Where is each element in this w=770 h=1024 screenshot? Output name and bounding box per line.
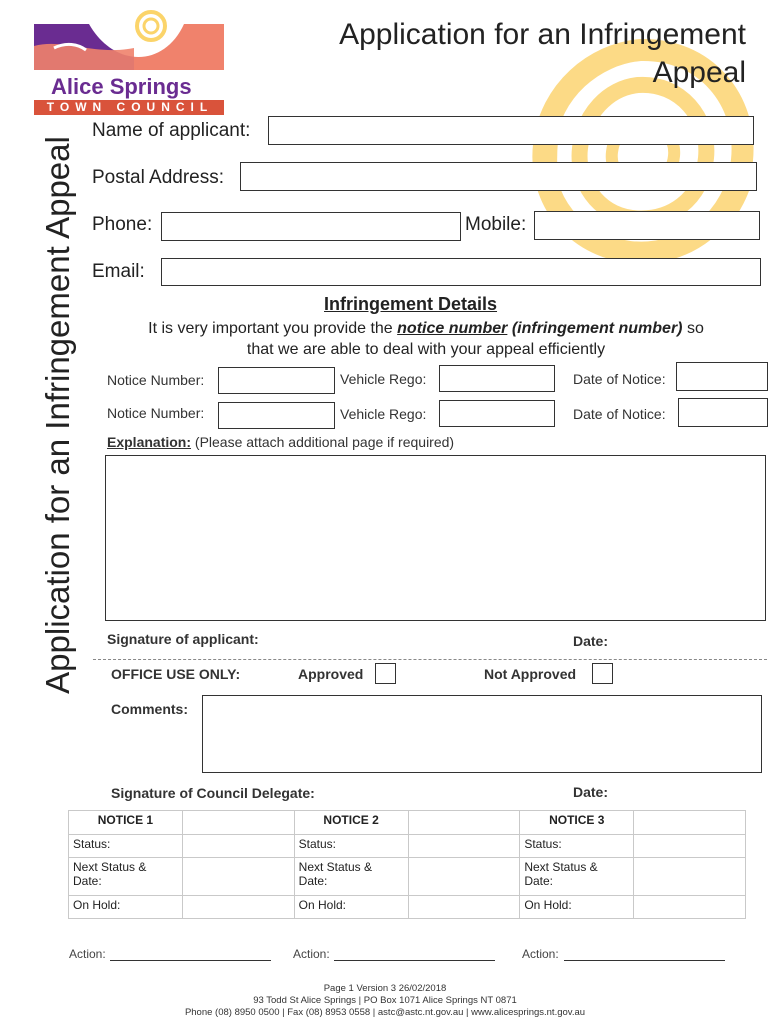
infringement-intro xyxy=(96,318,756,360)
signature-label: Signature of applicant: xyxy=(107,631,259,647)
notice-2-title-cell[interactable] xyxy=(408,811,520,835)
notice-2-status-value[interactable] xyxy=(408,835,520,858)
notice-2-on-hold-label: On Hold: xyxy=(294,896,408,919)
notice-2-status-label: Status: xyxy=(294,835,408,858)
explanation-label: Explanation: xyxy=(107,434,192,450)
intro-notice-number: notice number xyxy=(397,320,508,337)
notice-1-title-cell[interactable] xyxy=(182,811,294,835)
postal-address-label: Postal Address: xyxy=(92,167,225,188)
applicant-name-label: Name of applicant: xyxy=(92,120,251,141)
approved-label: Approved xyxy=(298,666,364,682)
comments-field[interactable] xyxy=(202,695,762,773)
phone-field[interactable] xyxy=(161,212,461,241)
explanation-field[interactable] xyxy=(105,455,766,621)
notice-3-title-cell[interactable] xyxy=(634,811,746,835)
vehicle-rego-field-2[interactable] xyxy=(439,400,555,427)
mobile-label: Mobile: xyxy=(465,214,527,235)
email-field[interactable] xyxy=(161,258,761,286)
notice-3-status-value[interactable] xyxy=(634,835,746,858)
notice-1-next-status-line2: Date: xyxy=(73,874,102,888)
notice-1-action-line[interactable] xyxy=(110,960,271,961)
notice-2-on-hold-value[interactable] xyxy=(408,896,520,919)
vehicle-rego-label-2: Vehicle Rego: xyxy=(340,406,427,422)
table-row xyxy=(69,896,746,919)
explanation-note: (Please attach additional page if required) xyxy=(194,434,455,450)
intro-infringement-number: (infringement number) xyxy=(511,320,683,337)
footer-page-version: Page 1 Version 3 26/02/2018 xyxy=(323,983,447,994)
notice-3-next-status-label xyxy=(520,858,634,896)
office-divider xyxy=(93,659,767,660)
date-of-notice-field-1[interactable] xyxy=(676,362,768,391)
table-row xyxy=(69,858,746,896)
notice-1-status-label: Status: xyxy=(69,835,183,858)
delegate-date-label: Date: xyxy=(573,784,609,800)
notice-3-action-line[interactable] xyxy=(564,960,725,961)
notice-2-next-status-value[interactable] xyxy=(408,858,520,896)
approved-checkbox[interactable] xyxy=(375,663,396,684)
notice-number-field-1[interactable] xyxy=(218,367,335,394)
logo-name: Alice Springs xyxy=(51,74,192,99)
notice-2-action-line[interactable] xyxy=(334,960,495,961)
notice-1-action-label: Action: xyxy=(69,947,106,961)
notice-3-status-label: Status: xyxy=(520,835,634,858)
date-of-notice-field-2[interactable] xyxy=(678,398,768,427)
title-line-1: Application for an Infringement xyxy=(339,18,746,51)
date-of-notice-label-2: Date of Notice: xyxy=(573,406,666,422)
side-title: Application for an Infringement Appeal xyxy=(39,136,76,694)
notice-2-title: NOTICE 2 xyxy=(294,811,408,835)
mobile-field[interactable] xyxy=(534,211,760,240)
notice-3-on-hold-label: On Hold: xyxy=(520,896,634,919)
signature-date-label: Date: xyxy=(573,633,609,649)
comments-label: Comments: xyxy=(111,701,189,717)
notice-3-title: NOTICE 3 xyxy=(520,811,634,835)
notice-number-label-1: Notice Number: xyxy=(107,372,205,388)
footer-contact: Phone (08) 8950 0500 | Fax (08) 8953 0558 | astc@astc.nt.gov.au | www.alicesprings.nt.gov.au xyxy=(184,1007,586,1018)
vehicle-rego-field-1[interactable] xyxy=(439,365,555,392)
not-approved-label: Not Approved xyxy=(484,666,577,682)
date-of-notice-label-1: Date of Notice: xyxy=(573,371,666,387)
intro-text-start: It is very important you provide the xyxy=(148,320,398,337)
notice-1-next-status-value[interactable] xyxy=(182,858,294,896)
notice-2-next-status-line1: Next Status & xyxy=(298,860,373,874)
notice-tracking-table xyxy=(68,810,746,919)
notice-2-next-status-label xyxy=(294,858,408,896)
notice-3-action-label: Action: xyxy=(522,947,559,961)
footer xyxy=(0,983,770,1019)
page-title xyxy=(250,16,746,92)
delegate-signature-label: Signature of Council Delegate: xyxy=(111,785,315,801)
not-approved-checkbox[interactable] xyxy=(592,663,613,684)
explanation-heading xyxy=(107,434,454,450)
infringement-heading: Infringement Details xyxy=(324,294,498,314)
notice-3-next-status-value[interactable] xyxy=(634,858,746,896)
notice-3-on-hold-value[interactable] xyxy=(634,896,746,919)
postal-address-field[interactable] xyxy=(240,162,757,191)
notice-3-next-status-line2: Date: xyxy=(524,874,553,888)
email-label: Email: xyxy=(92,261,145,282)
notice-number-field-2[interactable] xyxy=(218,402,335,429)
vehicle-rego-label-1: Vehicle Rego: xyxy=(340,371,427,387)
intro-line-2: that we are able to deal with your appeal efficiently xyxy=(246,341,606,358)
notice-1-next-status-label xyxy=(69,858,183,896)
intro-text-end: so xyxy=(682,320,704,337)
table-row xyxy=(69,835,746,858)
notice-number-label-2: Notice Number: xyxy=(107,405,205,421)
notice-1-next-status-line1: Next Status & xyxy=(73,860,147,874)
table-row xyxy=(69,811,746,835)
notice-1-on-hold-label: On Hold: xyxy=(69,896,183,919)
footer-address: 93 Todd St Alice Springs | PO Box 1071 Alice Springs NT 0871 xyxy=(253,995,517,1006)
notice-1-on-hold-value[interactable] xyxy=(182,896,294,919)
office-use-label: OFFICE USE ONLY: xyxy=(111,666,241,682)
logo-subtitle: TOWN COUNCIL xyxy=(46,100,214,114)
title-line-2: Appeal xyxy=(652,56,746,89)
notice-1-status-value[interactable] xyxy=(182,835,294,858)
applicant-name-field[interactable] xyxy=(268,116,754,145)
notice-1-title: NOTICE 1 xyxy=(69,811,183,835)
phone-label: Phone: xyxy=(92,214,153,235)
notice-2-action-label: Action: xyxy=(293,947,330,961)
notice-3-next-status-line1: Next Status & xyxy=(524,860,598,874)
notice-2-next-status-line2: Date: xyxy=(298,874,328,888)
